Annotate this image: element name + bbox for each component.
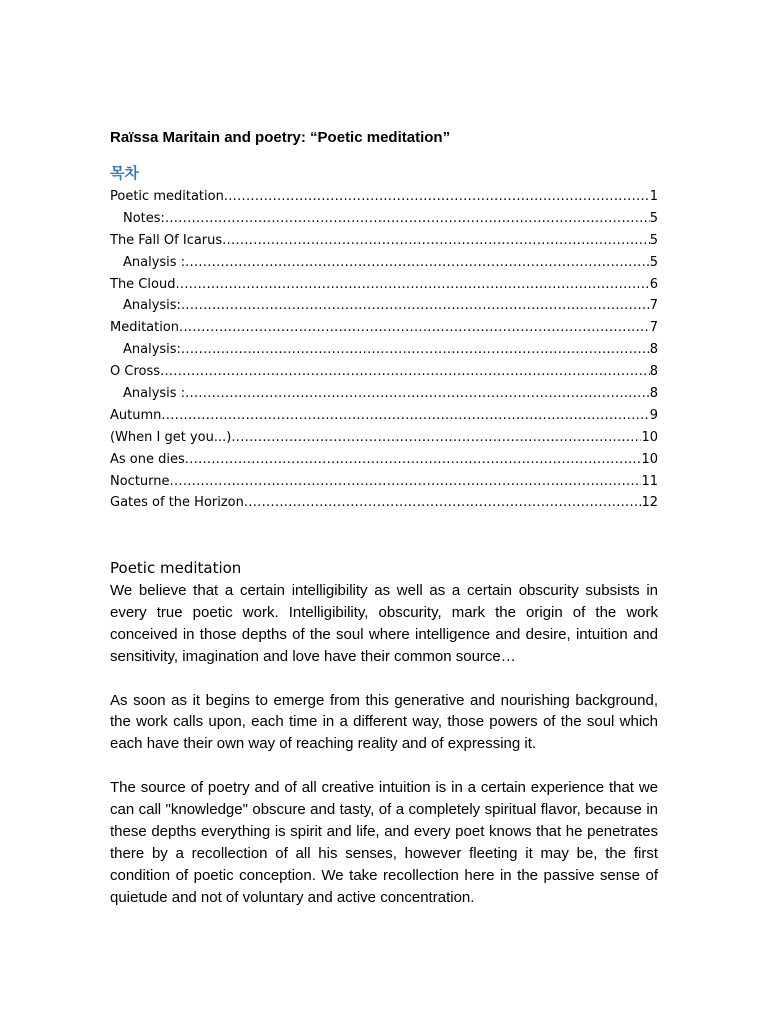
document-title: Raïssa Maritain and poetry: “Poetic meditation”	[110, 129, 451, 146]
toc-entry-page: 8	[649, 364, 658, 380]
toc-entry[interactable]	[110, 317, 658, 339]
toc-entry[interactable]	[110, 449, 658, 471]
section-heading: Poetic meditation	[110, 559, 242, 577]
toc-leader-dots	[170, 471, 642, 493]
toc-leader-dots	[179, 317, 650, 339]
toc-heading: 목차	[110, 164, 139, 182]
toc-entry-page: 9	[649, 407, 658, 423]
toc-entry[interactable]	[110, 471, 658, 493]
paragraph: The source of poetry and of all creative intuition is in a certain experience that we can call "knowledge" obscure and tasty, of a completely spiritual flavor, because in these depths everything is spirit and life, and every poet knows that he penetrates there by a recollection of all his senses, however fleeting it may be, the first condition of poetic conception. We take recollection here in the passive sense of quietude and not of voluntary and active concentration.	[110, 779, 658, 906]
toc-entry-page: 10	[641, 429, 658, 445]
toc-entry-page: 8	[649, 386, 658, 402]
toc-entry-page: 5	[649, 210, 658, 226]
toc-entry-title: The Cloud	[110, 276, 176, 292]
toc-entry-page: 10	[641, 451, 658, 467]
paragraph: As soon as it begins to emerge from this generative and nourishing background, the work calls upon, each time in a different way, those powers of the soul which each have their own way of reaching reality and of expressing it.	[110, 691, 658, 753]
document-page	[110, 0, 658, 1024]
toc-entry-title: Gates of the Horizon	[110, 495, 244, 511]
toc-entry[interactable]	[110, 339, 658, 361]
toc-leader-dots	[160, 361, 650, 383]
toc-entry-page: 7	[649, 298, 658, 314]
toc-entry-page: 5	[649, 254, 658, 270]
toc-leader-dots	[175, 274, 649, 296]
toc-entry-title: The Fall Of Icarus	[110, 232, 223, 248]
table-of-contents	[110, 186, 658, 514]
toc-entry-title: Notes:	[123, 210, 165, 226]
toc-entry[interactable]	[110, 230, 658, 252]
toc-entry-title: Analysis:	[123, 298, 181, 314]
toc-entry-title: Autumn	[110, 407, 162, 423]
toc-entry-page: 1	[649, 189, 658, 204]
toc-leader-dots	[181, 295, 650, 317]
toc-leader-dots	[161, 405, 649, 427]
toc-entry-page: 8	[649, 342, 658, 358]
toc-entry-page: 6	[649, 276, 658, 292]
paragraph: We believe that a certain intelligibility as well as a certain obscurity subsists in every true poetic work. Intelligibility, obscurity, mark the origin of the work conceived in those depths of the soul where intelligence and desire, intuition and sensitivity, imagination and love have their common source…	[110, 582, 658, 665]
toc-leader-dots	[244, 492, 642, 514]
toc-entry-title: (When I get you...)	[110, 429, 232, 445]
toc-entry[interactable]	[110, 274, 658, 296]
toc-leader-dots	[222, 230, 650, 252]
toc-entry[interactable]	[110, 295, 658, 317]
toc-leader-dots	[185, 383, 650, 405]
toc-entry-title: Meditation	[110, 320, 180, 336]
toc-entry-title: Analysis :	[123, 386, 186, 402]
toc-entry-title: Analysis:	[123, 342, 181, 358]
toc-leader-dots	[185, 449, 642, 471]
toc-entry-page: 5	[649, 232, 658, 248]
toc-entry[interactable]	[110, 383, 658, 405]
toc-leader-dots	[185, 252, 650, 274]
toc-entry-page: 11	[641, 473, 658, 489]
toc-entry-title: Analysis :	[123, 254, 186, 270]
toc-entry-page: 12	[641, 495, 658, 511]
body-text	[110, 580, 658, 930]
toc-entry[interactable]	[110, 361, 658, 383]
toc-entry[interactable]	[110, 208, 658, 230]
toc-entry-title: As one dies	[110, 451, 185, 467]
toc-entry[interactable]	[110, 405, 658, 427]
toc-leader-dots	[165, 208, 650, 230]
toc-entry[interactable]	[110, 427, 658, 449]
toc-entry-title: O Cross	[110, 364, 161, 380]
toc-entry[interactable]	[110, 252, 658, 274]
toc-entry[interactable]	[110, 186, 658, 208]
toc-entry-title: Poetic meditation	[110, 189, 224, 204]
toc-leader-dots	[231, 427, 641, 449]
toc-entry[interactable]	[110, 492, 658, 514]
toc-leader-dots	[181, 339, 650, 361]
toc-leader-dots	[224, 186, 650, 208]
toc-entry-title: Nocturne	[110, 473, 170, 489]
toc-entry-page: 7	[649, 320, 658, 336]
